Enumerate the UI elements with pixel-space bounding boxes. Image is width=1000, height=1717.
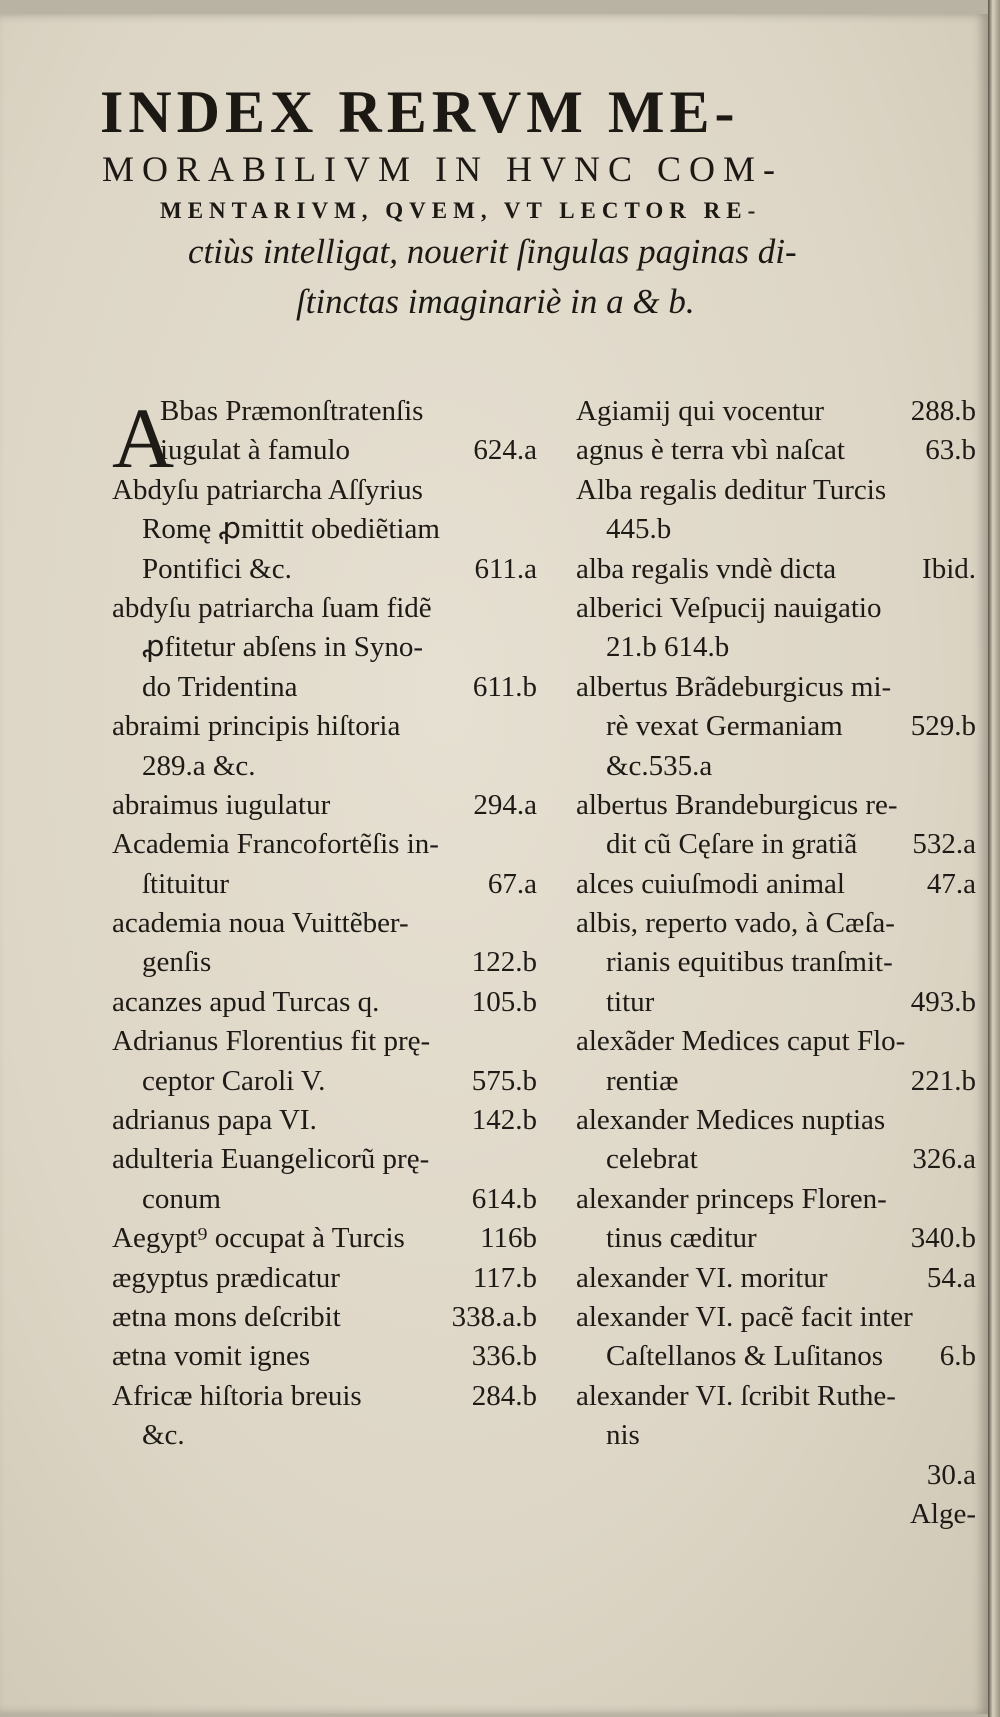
index-entry [112,1337,537,1376]
entry-text: alba regalis vndè dicta [576,552,837,585]
title-line-3: MENTARIVM, QVEM, VT LECTOR RE- [160,198,762,223]
entry-text: ægyptus prædicatur [112,1261,340,1294]
entry-text: &c.535.a [606,749,713,782]
entry-text: ceptor Caroli V. [142,1064,326,1097]
index-entry [576,1416,976,1455]
entry-page-ref: 532.a [912,828,976,861]
entry-text: Abdyſu patriarcha Aſſyrius [112,473,423,506]
title-line-2: MORABILIVM IN HVNC COM- [102,149,784,189]
entry-text: abdyſu patriarcha ſuam fidẽ [112,591,432,624]
index-entry [576,943,976,982]
entry-text: alexander VI. moritur [576,1261,828,1294]
entry-page-ref: 142.b [471,1104,537,1137]
entry-text: acanzes apud Turcas q. [112,985,380,1018]
index-entry [576,1337,976,1376]
entry-page-ref: 47.a [926,867,976,900]
index-entry [112,392,537,431]
entry-page-ref: 624.a [473,434,537,467]
entry-text: Bbas Præmonſtratenſis [160,395,424,427]
index-entry [112,550,537,589]
entry-page-ref: 614.b [471,1182,537,1215]
index-entry [112,471,537,510]
entry-text: abraimus iugulatur [112,788,331,821]
entry-text: do Tridentina [142,670,298,703]
entry-text: 289.a &c. [142,749,256,782]
index-entry [112,1022,537,1061]
entry-page-ref: 122.b [471,946,537,979]
entry-text: alexander VI. pacẽ facit inter [576,1300,913,1333]
index-entry [112,1101,537,1140]
entry-text: titur [606,985,655,1018]
entry-text: alexãder Medices caput Flo- [576,1025,906,1058]
title-line-4: ctiùs intelligat, nouerit ſingulas paginas di- [188,232,797,271]
index-entry [576,904,976,943]
index-entry [112,904,537,943]
entry-text: Agiamij qui vocentur [576,395,825,427]
entry-page-ref: 338.a.b [451,1300,537,1333]
index-entry [112,707,537,746]
entry-page-ref: 288.b [910,395,976,427]
entry-text: genſis [142,946,212,979]
entry-page-ref: Ibid. [922,552,976,585]
entry-text: iugulat à famulo [160,434,351,467]
index-entry [576,1377,976,1416]
entry-text: Academia Francofortẽſis in- [112,828,439,861]
index-entry [112,668,537,707]
index-entry [576,1101,976,1140]
entry-text: Africæ hiſtoria breuis [112,1379,362,1412]
entry-page-ref: 67.a [487,867,537,900]
entry-text: 21.b 614.b [606,631,730,664]
entry-text: adrianus papa VI. [112,1104,317,1137]
index-entry [112,628,537,667]
entry-text: alexander VI. ſcribit Ruthe- [576,1379,896,1412]
entry-text: alexander princeps Floren- [576,1182,887,1215]
entry-text: ſtituitur [142,867,229,900]
index-entry [576,471,976,510]
entry-text: rianis equitibus tranſmit- [606,946,893,979]
index-entry [112,510,537,549]
entry-text: dit cũ Cęſare in gratiã [606,828,858,861]
entry-text: Aegypt⁹ occupat à Turcis [112,1222,405,1255]
entry-page-ref: 117.b [472,1261,537,1294]
index-entry [576,983,976,1022]
index-entry [576,589,976,628]
entry-page-ref: 221.b [910,1064,976,1097]
index-entry [576,786,976,825]
entry-page-ref: Alge- [909,1497,976,1530]
index-entry [112,589,537,628]
index-entry [576,1495,976,1534]
index-entry [112,786,537,825]
index-entry [576,1456,976,1495]
entry-text: alberici Veſpucij nauigatio [576,591,882,624]
entry-text: Adrianus Florentius fit prę- [112,1025,431,1058]
entry-page-ref: 529.b [910,710,976,743]
entry-text: albertus Brãdeburgicus mi- [576,670,892,703]
index-entry [112,431,537,470]
entry-text: conum [142,1182,221,1215]
index-entry [576,1140,976,1179]
entry-text: alexander Medices nuptias [576,1104,886,1137]
entry-text: academia noua Vuittẽber- [112,907,409,940]
entry-page-ref: 294.a [473,788,537,821]
index-entry [112,1416,537,1455]
entry-text: adulteria Euangelicorũ prę- [112,1143,430,1176]
entry-text: Romę ꝓmittit obediẽtiam [142,513,440,546]
entry-page-ref: 611.b [472,670,537,703]
entry-text: Alba regalis deditur Turcis [576,473,887,506]
entry-page-ref: 116b [480,1222,537,1255]
index-entry [112,825,537,864]
entry-text: alces cuiuſmodi animal [576,867,845,900]
drop-cap: A [112,390,175,486]
entry-text: tinus cæditur [606,1222,757,1255]
index-entry [112,1140,537,1179]
index-entry [576,431,976,470]
index-entry [112,1298,537,1337]
index-entry [576,1259,976,1298]
index-entry [576,628,976,667]
entry-page-ref: 340.b [910,1222,976,1255]
index-entry [576,1219,976,1258]
entry-page-ref: 611.a [474,552,537,585]
index-entry [112,1259,537,1298]
index-entry [576,747,976,786]
title-line-5: ſtinctas imaginariè in a & b. [296,282,695,321]
entry-text: celebrat [606,1143,698,1176]
index-column-left [112,392,537,1456]
entry-page-ref: 575.b [471,1064,537,1097]
index-entry [112,1180,537,1219]
index-entry [576,550,976,589]
entry-text: Caſtellanos & Luſitanos [606,1340,884,1373]
entry-page-ref: 284.b [471,1379,537,1412]
index-entry [112,865,537,904]
index-entry [576,1022,976,1061]
index-entry [576,1298,976,1337]
index-entry [576,825,976,864]
entry-page-ref: 6.b [939,1340,976,1373]
entry-text: albertus Brandeburgicus re- [576,788,898,821]
entry-page-ref: 54.a [926,1261,976,1294]
index-entry [576,392,976,431]
index-entry [112,1062,537,1101]
entry-text: ꝓfitetur abſens in Syno- [142,631,423,664]
entry-text: rentiæ [606,1064,679,1097]
index-entry [112,943,537,982]
index-entry [576,1180,976,1219]
entry-text: ætna mons deſcribit [112,1300,341,1333]
entry-text: ætna vomit ignes [112,1340,311,1373]
entry-text: &c. [142,1419,185,1452]
index-entry [576,510,976,549]
entry-page-ref: 336.b [471,1340,537,1373]
entry-page-ref: 30.a [926,1458,976,1491]
entry-page-ref: 105.b [471,985,537,1018]
entry-page-ref: 63.b [925,434,976,467]
index-entry [576,668,976,707]
entry-text: agnus è terra vbì naſcat [576,434,845,467]
entry-page-ref: 326.a [912,1143,976,1176]
index-entry [112,983,537,1022]
title-line-1: INDEX RERVM ME- [100,79,740,145]
entry-text: abraimi principis hiſtoria [112,710,401,743]
index-entry [112,1219,537,1258]
entry-text: 445.b [606,513,672,546]
index-entry [576,707,976,746]
index-column-right [576,392,976,1534]
entry-text: nis [606,1419,640,1452]
entry-text: rè vexat Germaniam [606,710,843,743]
index-entry [576,865,976,904]
entry-page-ref: 493.b [910,985,976,1018]
entry-text: albis, reperto vado, à Cæſa- [576,907,895,940]
entry-text: Pontifici &c. [142,552,292,585]
index-entry [576,1062,976,1101]
index-entry [112,747,537,786]
index-entry [112,1377,537,1416]
